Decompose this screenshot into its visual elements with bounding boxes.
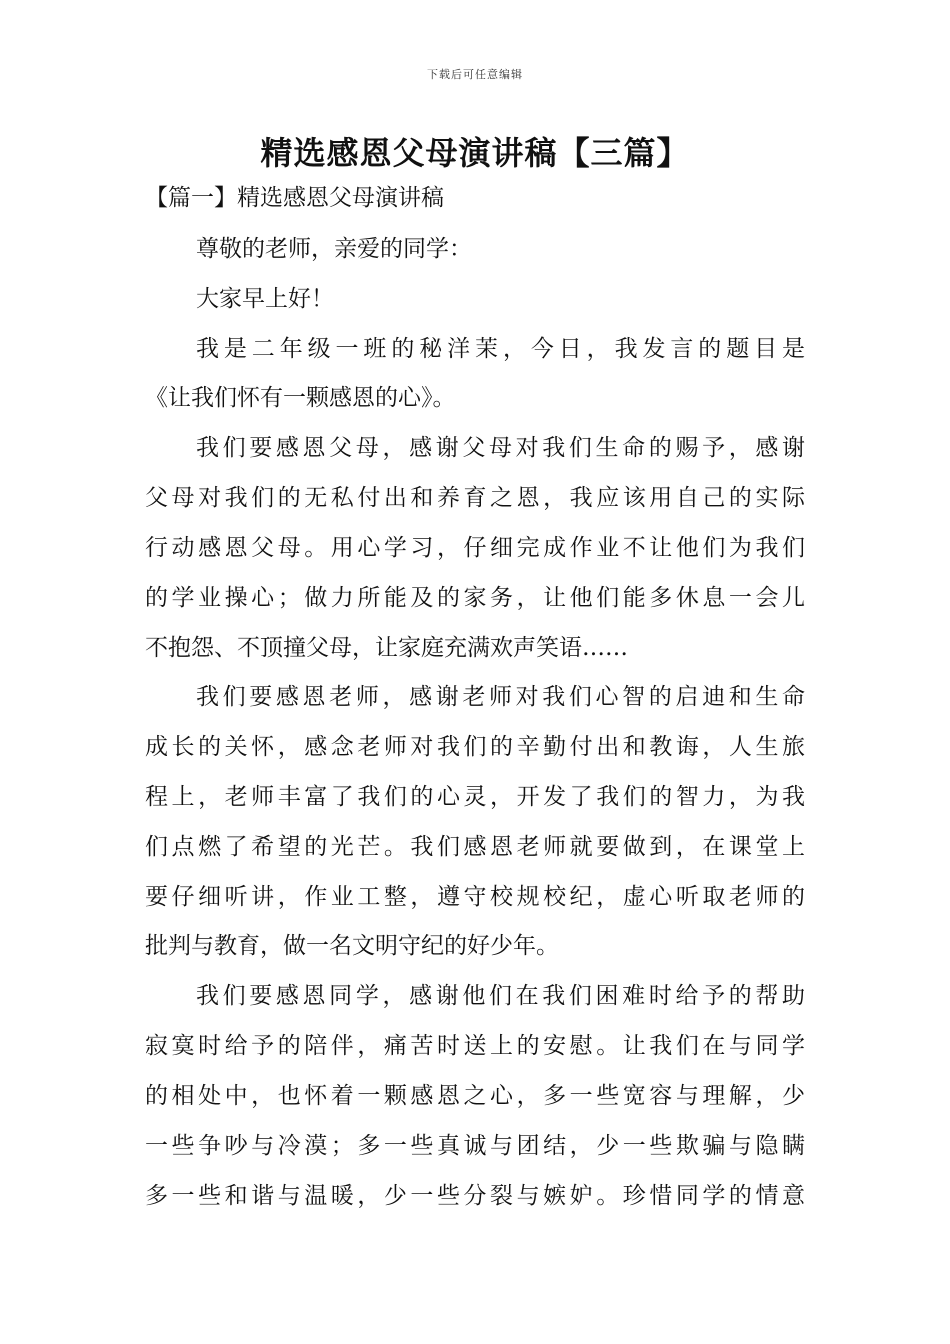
- paragraph-line: 不抱怨、不顶撞父母，让家庭充满欢声笑语……: [145, 635, 628, 661]
- paragraph-line: 要仔细听讲，作业工整，遵守校规校纪，虚心听取老师的: [145, 884, 805, 910]
- paragraph-line: 寂寞时给予的陪伴，痛苦时送上的安慰。让我们在与同学: [145, 1033, 805, 1059]
- paragraph-line: 成长的关怀，感念老师对我们的辛勤付出和教诲，人生旅: [145, 734, 805, 760]
- paragraph-line: 批判与教育，做一名文明守纪的好少年。: [145, 933, 559, 959]
- paragraph-line: 我们要感恩同学，感谢他们在我们困难时给予的帮助: [196, 983, 805, 1009]
- paragraph-line: 我们要感恩老师，感谢老师对我们心智的启迪和生命: [196, 684, 805, 710]
- paragraph-line: 们点燃了希望的光芒。我们感恩老师就要做到，在课堂上: [145, 834, 805, 860]
- section-heading: 【篇一】精选感恩父母演讲稿: [145, 185, 444, 211]
- paragraph-line: 程上，老师丰富了我们的心灵，开发了我们的智力，为我: [145, 784, 805, 810]
- paragraph-line: 的相处中，也怀着一颗感恩之心，多一些宽容与理解，少: [145, 1083, 805, 1109]
- paragraph-line: 我是二年级一班的秘洋茉，今日，我发言的题目是: [196, 336, 805, 362]
- paragraph-line: 的学业操心；做力所能及的家务，让他们能多休息一会儿: [145, 585, 805, 611]
- paragraph-line: 《让我们怀有一颗感恩的心》。: [145, 385, 456, 411]
- header-note: 下载后可任意编辑: [427, 68, 523, 81]
- paragraph-line: 一些争吵与冷漠；多一些真诚与团结，少一些欺骗与隐瞒: [145, 1133, 805, 1159]
- document-title: 精选感恩父母演讲稿【三篇】: [260, 134, 690, 172]
- paragraph-line: 尊敬的老师，亲爱的同学：: [196, 236, 472, 262]
- paragraph-line: 父母对我们的无私付出和养育之恩，我应该用自己的实际: [145, 485, 805, 511]
- paragraph-line: 多一些和谐与温暖，少一些分裂与嫉妒。珍惜同学的情意: [145, 1183, 805, 1209]
- paragraph-line: 大家早上好！: [196, 286, 334, 312]
- paragraph-line: 我们要感恩父母，感谢父母对我们生命的赐予，感谢: [196, 435, 805, 461]
- paragraph-line: 行动感恩父母。用心学习，仔细完成作业不让他们为我们: [145, 535, 805, 561]
